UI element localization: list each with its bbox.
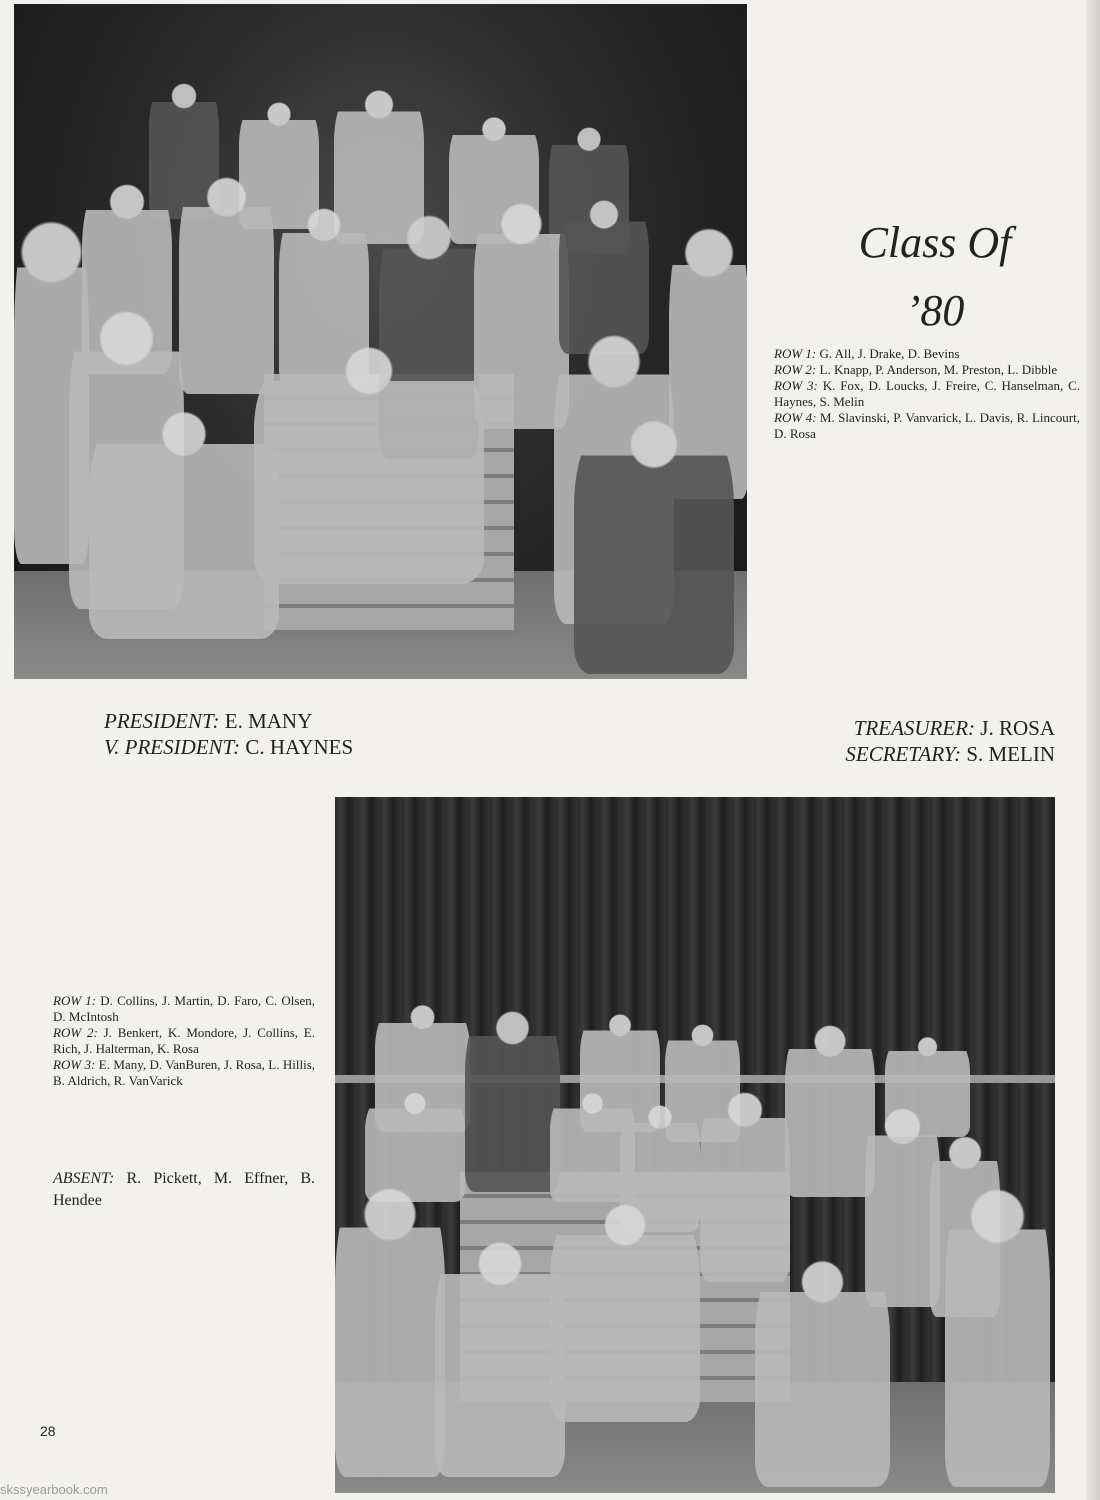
- watermark: skssyearbook.com: [0, 1482, 108, 1497]
- caption-row-label: ROW 3:: [53, 1057, 96, 1072]
- page-edge: [1086, 0, 1100, 1500]
- caption-row-names: E. Many, D. VanBuren, J. Rosa, L. Hillis, B. Aldrich, R. VanVarick: [53, 1057, 316, 1088]
- officer-role: V. PRESIDENT:: [104, 735, 241, 759]
- photo-person: [700, 1072, 790, 1282]
- photo-person: [465, 992, 560, 1192]
- bottom-photo-caption: [53, 993, 315, 1089]
- officer-role: SECRETARY:: [845, 742, 962, 766]
- caption-row-names: G. All, J. Drake, D. Bevins: [819, 346, 960, 361]
- caption-row-label: ROW 2:: [774, 362, 817, 377]
- class-title-line1: Class Of: [858, 218, 1012, 267]
- officer-name: J. ROSA: [980, 716, 1055, 740]
- class-photo-bottom: [335, 797, 1055, 1493]
- caption-row-label: ROW 3:: [774, 378, 818, 393]
- officer-role: PRESIDENT:: [104, 709, 220, 733]
- top-photo-caption: [774, 346, 1080, 442]
- caption-row-names: K. Fox, D. Loucks, J. Freire, C. Hanselman, C. Haynes, S. Melin: [774, 378, 1080, 409]
- photo-person: [474, 179, 569, 429]
- officer-name: E. MANY: [224, 709, 313, 733]
- officer-role: TREASURER:: [853, 716, 976, 740]
- photo-person: [574, 394, 734, 674]
- class-title-line2: ’80: [905, 286, 965, 335]
- page-number: 28: [40, 1423, 56, 1439]
- caption-row-names: L. Knapp, P. Anderson, M. Preston, L. Dibble: [819, 362, 1058, 377]
- officer-name: S. MELIN: [966, 742, 1055, 766]
- officer-secretary: [845, 741, 1055, 767]
- caption-row-names: D. Collins, J. Martin, D. Faro, C. Olsen, D. McIntosh: [53, 993, 315, 1024]
- class-photo-top: [14, 4, 747, 679]
- caption-row-label: ROW 4:: [774, 410, 817, 425]
- photo-person: [335, 1157, 445, 1477]
- photo-person: [254, 324, 484, 584]
- photo-person: [179, 154, 274, 394]
- officer-vice-president: [104, 734, 353, 760]
- photo-person: [89, 389, 279, 639]
- photo-person: [785, 1007, 875, 1197]
- officer-name: C. HAYNES: [245, 735, 354, 759]
- absent-label: ABSENT:: [53, 1170, 115, 1187]
- photo-person: [755, 1237, 890, 1487]
- photo-person: [435, 1217, 565, 1477]
- absent-names: R. Pickett, M. Effner, B. Hendee: [53, 1170, 316, 1209]
- caption-row-names: M. Slavinski, P. Vanvarick, L. Davis, R. Lincourt, D. Rosa: [774, 410, 1080, 441]
- officer-president: [104, 708, 312, 734]
- caption-row-label: ROW 1:: [53, 993, 97, 1008]
- officer-treasurer: [854, 715, 1055, 741]
- caption-row-names: J. Benkert, K. Mondore, J. Collins, E. Rich, J. Halterman, K. Rosa: [53, 1025, 315, 1056]
- caption-row-label: ROW 2:: [53, 1025, 98, 1040]
- photo-person: [945, 1157, 1050, 1487]
- caption-row-label: ROW 1:: [774, 346, 817, 361]
- absent-list: [53, 1168, 315, 1212]
- photo-person: [550, 1182, 700, 1422]
